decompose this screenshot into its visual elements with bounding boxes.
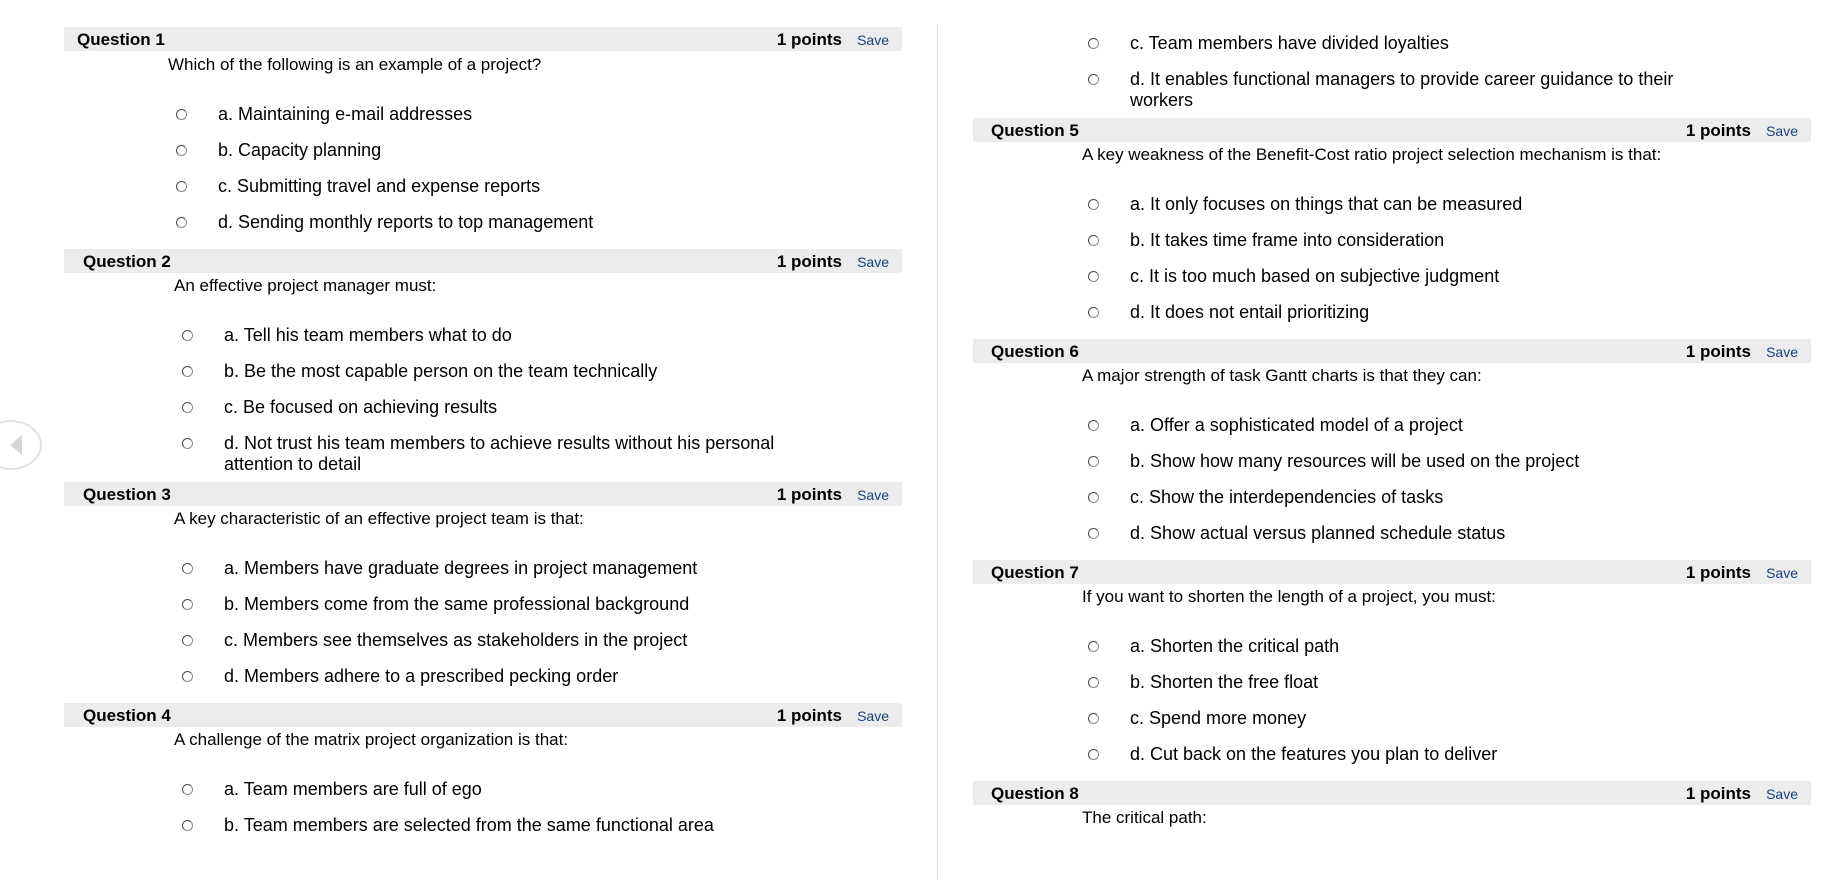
- question-prompt: An effective project manager must:: [174, 276, 437, 295]
- question-prompt: A major strength of task Gantt charts is that they can:: [1082, 366, 1482, 385]
- question-header: [973, 339, 1811, 363]
- option-label: c. Team members have divided loyalties: [1130, 33, 1449, 53]
- question-header: [973, 781, 1811, 805]
- option-label: b. It takes time frame into consideration: [1130, 230, 1445, 250]
- option-label: b. Team members are selected from the same functional area: [224, 815, 714, 835]
- radio-button[interactable]: [182, 330, 193, 341]
- option-label: c. Spend more money: [1130, 708, 1307, 728]
- radio-button[interactable]: [176, 109, 187, 120]
- option-label: b. Be the most capable person on the team technically: [224, 361, 658, 381]
- question-header: [973, 118, 1811, 142]
- radio-button[interactable]: [1088, 749, 1099, 760]
- question-prompt: If you want to shorten the length of a project, you must:: [1082, 587, 1496, 606]
- radio-button[interactable]: [1088, 271, 1099, 282]
- question-title: Question 4: [83, 706, 171, 725]
- question-title: Question 2: [83, 252, 171, 271]
- radio-button[interactable]: [182, 671, 193, 682]
- option-label: b. Capacity planning: [218, 140, 382, 160]
- option-label: d. Show actual versus planned schedule status: [1130, 523, 1506, 543]
- option-label: c. Be focused on achieving results: [224, 397, 498, 417]
- option-label: a. Tell his team members what to do: [224, 325, 512, 345]
- radio-button[interactable]: [1088, 528, 1099, 539]
- question-prompt: Which of the following is an example of a project?: [168, 55, 542, 74]
- option-label: b. Shorten the free float: [1130, 672, 1319, 692]
- points-label: 1 points: [776, 485, 842, 504]
- radio-button[interactable]: [182, 635, 193, 646]
- question-title: Question 7: [991, 563, 1079, 582]
- previous-page-button[interactable]: [0, 420, 42, 470]
- radio-button[interactable]: [182, 366, 193, 377]
- save-link[interactable]: Save: [1766, 344, 1798, 360]
- radio-button[interactable]: [1088, 420, 1099, 431]
- option-label: c. Submitting travel and expense reports: [218, 176, 541, 196]
- radio-button[interactable]: [182, 438, 193, 449]
- question-header: [64, 27, 902, 51]
- save-link[interactable]: Save: [857, 254, 889, 270]
- save-link[interactable]: Save: [857, 708, 889, 724]
- question-header: [64, 703, 902, 727]
- radio-button[interactable]: [1088, 235, 1099, 246]
- option-label: c. Show the interdependencies of tasks: [1130, 487, 1444, 507]
- question-title: Question 8: [991, 784, 1079, 803]
- question-title: Question 3: [83, 485, 171, 504]
- option-label: b. Members come from the same professional background: [224, 594, 690, 614]
- save-link[interactable]: Save: [857, 32, 889, 48]
- question-title: Question 5: [991, 121, 1079, 140]
- question-title: Question 1: [77, 30, 165, 49]
- save-link[interactable]: Save: [1766, 123, 1798, 139]
- radio-button[interactable]: [1088, 641, 1099, 652]
- question-title: Question 6: [991, 342, 1079, 361]
- option-label: a. Maintaining e-mail addresses: [218, 104, 473, 124]
- save-link[interactable]: Save: [857, 487, 889, 503]
- option-label: a. Team members are full of ego: [224, 779, 482, 799]
- points-label: 1 points: [1685, 342, 1751, 361]
- question-prompt: The critical path:: [1082, 808, 1207, 827]
- save-link[interactable]: Save: [1766, 565, 1798, 581]
- points-label: 1 points: [1685, 784, 1751, 803]
- option-label: d. Members adhere to a prescribed pecking order: [224, 666, 619, 686]
- radio-button[interactable]: [176, 217, 187, 228]
- question-prompt: A key weakness of the Benefit-Cost ratio project selection mechanism is that:: [1082, 145, 1662, 164]
- radio-button[interactable]: [1088, 307, 1099, 318]
- column-divider: [937, 24, 938, 880]
- points-label: 1 points: [776, 252, 842, 271]
- radio-button[interactable]: [176, 145, 187, 156]
- radio-button[interactable]: [1088, 456, 1099, 467]
- chevron-left-icon: [10, 435, 22, 455]
- question-header: [64, 482, 902, 506]
- option-label: d. Not trust his team members to achieve results without his personal attention to detail: [224, 433, 775, 474]
- option-label: c. Members see themselves as stakeholders in the project: [224, 630, 688, 650]
- option-label: a. Shorten the critical path: [1130, 636, 1340, 656]
- option-label: a. Offer a sophisticated model of a project: [1130, 415, 1463, 435]
- radio-button[interactable]: [1088, 677, 1099, 688]
- radio-button[interactable]: [182, 563, 193, 574]
- option-label: b. Show how many resources will be used on the project: [1130, 451, 1580, 471]
- question-header: [973, 560, 1811, 584]
- question-header: [64, 249, 902, 273]
- radio-button[interactable]: [1088, 38, 1099, 49]
- radio-button[interactable]: [176, 181, 187, 192]
- option-label: a. It only focuses on things that can be measured: [1130, 194, 1523, 214]
- points-label: 1 points: [1685, 121, 1751, 140]
- question-prompt: A challenge of the matrix project organization is that:: [174, 730, 569, 749]
- radio-button[interactable]: [1088, 74, 1099, 85]
- option-label: c. It is too much based on subjective judgment: [1130, 266, 1500, 286]
- radio-button[interactable]: [1088, 492, 1099, 503]
- option-label: d. Sending monthly reports to top management: [218, 212, 594, 232]
- radio-button[interactable]: [1088, 199, 1099, 210]
- radio-button[interactable]: [182, 820, 193, 831]
- radio-button[interactable]: [182, 402, 193, 413]
- points-label: 1 points: [776, 706, 842, 725]
- points-label: 1 points: [776, 30, 842, 49]
- option-label: a. Members have graduate degrees in project management: [224, 558, 698, 578]
- save-link[interactable]: Save: [1766, 786, 1798, 802]
- question-prompt: A key characteristic of an effective project team is that:: [174, 509, 584, 528]
- option-label: d. It enables functional managers to provide career guidance to their workers: [1130, 69, 1674, 110]
- radio-button[interactable]: [182, 784, 193, 795]
- option-label: d. It does not entail prioritizing: [1130, 302, 1370, 322]
- option-label: d. Cut back on the features you plan to deliver: [1130, 744, 1498, 764]
- radio-button[interactable]: [1088, 713, 1099, 724]
- points-label: 1 points: [1685, 563, 1751, 582]
- radio-button[interactable]: [182, 599, 193, 610]
